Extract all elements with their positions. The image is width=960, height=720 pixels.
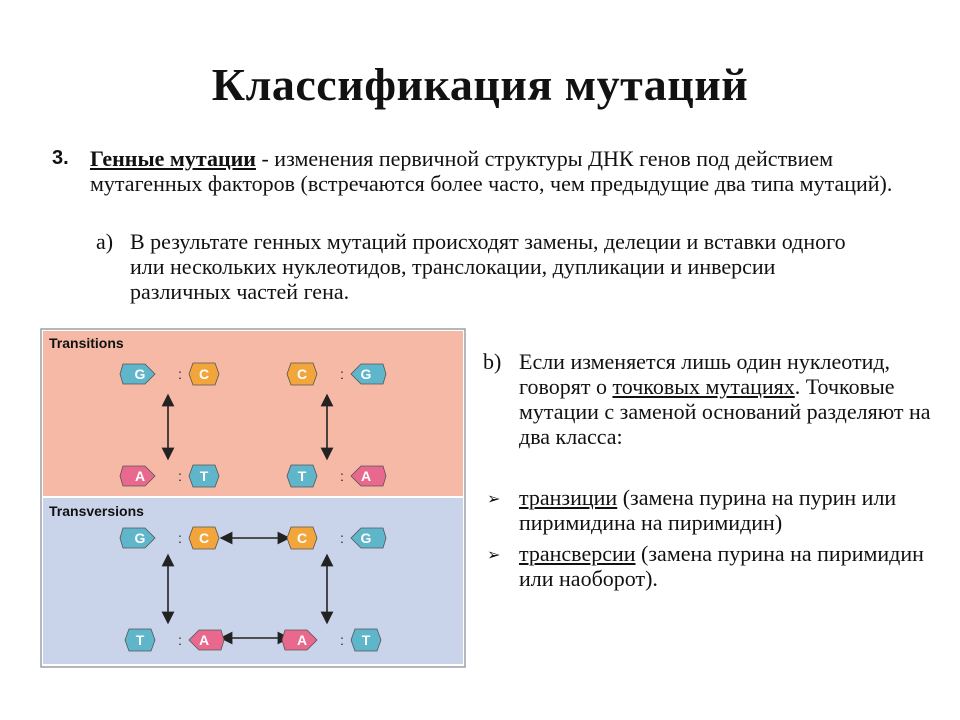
svg-text:C: C	[296, 530, 308, 546]
point-3	[52, 146, 902, 196]
nucleotide-T	[125, 629, 155, 651]
bullet-transversions-text	[519, 541, 937, 591]
svg-text:T: T	[199, 468, 209, 484]
transitions-panel	[43, 331, 463, 496]
mutation-diagram	[40, 328, 466, 668]
svg-text:T: T	[361, 632, 371, 648]
bullet-transitions	[487, 485, 937, 535]
bullet-transitions-term: транзиции	[519, 485, 618, 510]
svg-text:A: A	[134, 468, 146, 484]
transversions-panel	[43, 498, 463, 664]
svg-text:A: A	[360, 468, 372, 484]
svg-text:T: T	[297, 468, 307, 484]
point-3-rest: - изменения первичной структуры ДНК генов под действием мутагенных факторов (встречаются более часто, чем предыдущие два типа мутаций).	[90, 146, 893, 196]
pair-separator: :	[178, 632, 182, 648]
point-3-text	[90, 146, 902, 196]
point-3-term: Генные мутации	[90, 146, 256, 171]
svg-text:A: A	[296, 632, 308, 648]
point-a-text: В результате генных мутаций происходят замены, делеции и вставки одного или нескольких нуклеотидов, транслокации, дупликации и инверсии различных частей гена.	[130, 229, 846, 304]
point-3-number: 3.	[52, 147, 69, 169]
nucleotide-T	[351, 629, 381, 651]
pair-separator: :	[340, 468, 344, 484]
point-b-text	[519, 349, 933, 449]
point-b-text-after: . Точковые мутации с заменой оснований разделяют на два класса:	[519, 374, 931, 449]
bullet-transitions-rest: (замена пурина на пурин или пиримидина на пиримидин)	[519, 485, 897, 535]
point-b-label: b)	[483, 349, 502, 374]
svg-text:C: C	[198, 366, 210, 382]
point-b-text-before: Если изменяется лишь один нуклеотид, говорят о	[519, 349, 891, 399]
svg-text:G: G	[134, 530, 146, 546]
point-b-term: точковых мутациях	[612, 374, 795, 399]
nucleotide-T	[189, 465, 219, 487]
pair-separator: :	[178, 366, 182, 382]
transitions-label: Transitions	[49, 335, 124, 351]
transversions-label: Transversions	[49, 503, 144, 519]
svg-text:C: C	[198, 530, 210, 546]
arrow-bullet-icon: ➢	[487, 545, 501, 564]
nucleotide-T	[287, 465, 317, 487]
pair-separator: :	[340, 366, 344, 382]
bullet-transitions-text	[519, 485, 937, 535]
pair-separator: :	[178, 530, 182, 546]
nucleotide-C	[287, 363, 317, 385]
svg-text:C: C	[296, 366, 308, 382]
point-a-label: a)	[96, 229, 114, 254]
arrow-bullet-icon: ➢	[487, 489, 501, 508]
point-a	[96, 229, 876, 304]
svg-text:G: G	[134, 366, 146, 382]
svg-text:T: T	[135, 632, 145, 648]
nucleotide-C	[189, 363, 219, 385]
pair-separator: :	[340, 632, 344, 648]
pair-separator: :	[178, 468, 182, 484]
svg-text:G: G	[360, 366, 372, 382]
svg-text:G: G	[360, 530, 372, 546]
nucleotide-C	[189, 527, 219, 549]
pair-separator: :	[340, 530, 344, 546]
nucleotide-C	[287, 527, 317, 549]
bullet-transversions	[487, 541, 937, 591]
bullet-transversions-rest: (замена пурина на пиримидин или наоборот).	[519, 541, 924, 591]
point-b	[483, 349, 933, 449]
slide-title: Классификация мутаций	[211, 59, 749, 110]
bullet-transversions-term: трансверсии	[519, 541, 636, 566]
svg-text:A: A	[198, 632, 210, 648]
